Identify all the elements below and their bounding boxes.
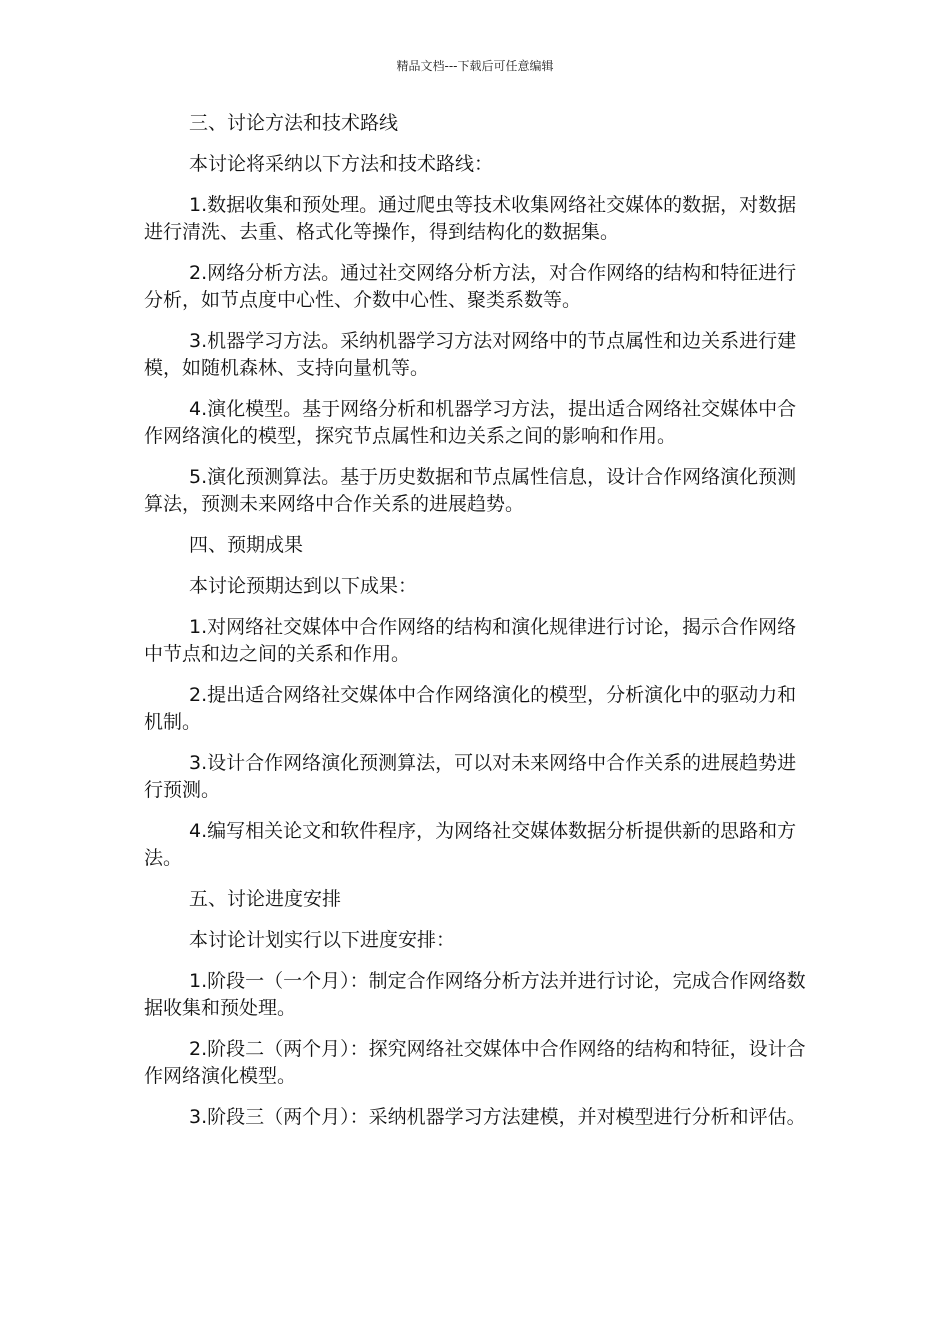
list-item: 2.阶段二（两个月）：探究网络社交媒体中合作网络的结构和特征，设计合作网络演化模型。 <box>144 1038 806 1087</box>
paragraph: 本讨论预期达到以下成果： <box>189 575 418 597</box>
document-body <box>144 110 806 1145</box>
list-item: 3.机器学习方法。采纳机器学习方法对网络中的节点属性和边关系进行建模，如随机森林、支持向量机等。 <box>144 330 797 379</box>
list-item: 3.阶段三（两个月）：采纳机器学习方法建模，并对模型进行分析和评估。 <box>189 1106 806 1128</box>
paragraph: 本讨论计划实行以下进度安排： <box>189 929 456 951</box>
list-item: 2.提出适合网络社交媒体中合作网络演化的模型，分析演化中的驱动力和机制。 <box>144 684 797 733</box>
paragraph: 本讨论将采纳以下方法和技术路线： <box>189 153 494 175</box>
list-item: 1.阶段一（一个月）：制定合作网络分析方法并进行讨论，完成合作网络数据收集和预处理。 <box>144 970 806 1019</box>
list-item: 1.对网络社交媒体中合作网络的结构和演化规律进行讨论，揭示合作网络中节点和边之间的关系和作用。 <box>144 616 797 665</box>
list-item: 2.网络分析方法。通过社交网络分析方法，对合作网络的结构和特征进行分析，如节点度中心性、介数中心性、聚类系数等。 <box>144 262 797 311</box>
page-header: 精品文档---下载后可任意编辑 <box>396 59 554 73</box>
section-heading-outcomes: 四、预期成果 <box>189 534 304 556</box>
section-heading-schedule: 五、讨论进度安排 <box>189 888 342 910</box>
list-item: 3.设计合作网络演化预测算法，可以对未来网络中合作关系的进展趋势进行预测。 <box>144 752 797 801</box>
list-item: 5.演化预测算法。基于历史数据和节点属性信息，设计合作网络演化预测算法，预测未来网络中合作关系的进展趋势。 <box>144 466 797 515</box>
section-heading-methods: 三、讨论方法和技术路线 <box>189 112 399 134</box>
list-item: 4.演化模型。基于网络分析和机器学习方法，提出适合网络社交媒体中合作网络演化的模型，探究节点属性和边关系之间的影响和作用。 <box>144 398 797 447</box>
list-item: 4.编写相关论文和软件程序，为网络社交媒体数据分析提供新的思路和方法。 <box>144 820 797 869</box>
list-item: 1.数据收集和预处理。通过爬虫等技术收集网络社交媒体的数据，对数据进行清洗、去重、格式化等操作，得到结构化的数据集。 <box>144 194 797 243</box>
